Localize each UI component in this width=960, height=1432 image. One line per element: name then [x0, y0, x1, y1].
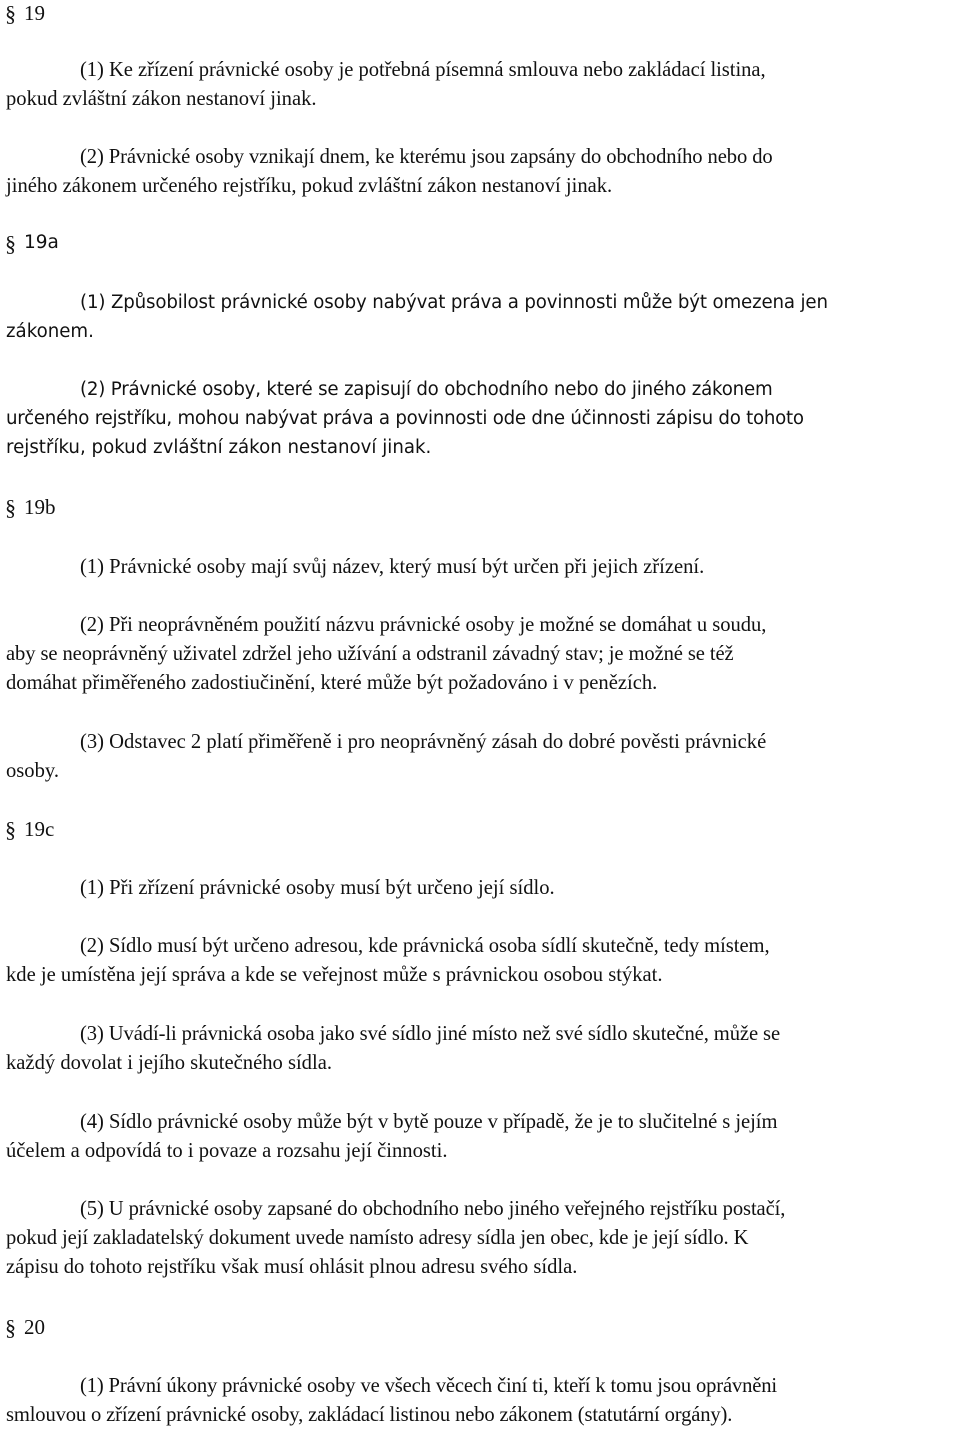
section-number: 19c: [24, 817, 55, 841]
section-sign: §: [5, 231, 16, 256]
text-line: zápisu do tohoto rejstříku však musí ohlásit plnou adresu svého sídla.: [6, 1256, 578, 1278]
text-line: zákonem.: [6, 321, 94, 342]
text-line: (2) Sídlo musí být určeno adresou, kde právnická osoba sídlí skutečně, tedy místem,: [80, 935, 770, 957]
text-line: (2) Právnické osoby, které se zapisují do obchodního nebo do jiného zákonem: [80, 379, 773, 400]
text-line: (5) U právnické osoby zapsané do obchodního nebo jiného veřejného rejstříku postačí,: [80, 1198, 786, 1220]
text-line: (2) Při neoprávněném použití názvu právnické osoby je možné se domáhat u soudu,: [80, 614, 767, 636]
text-line: (2) Právnické osoby vznikají dnem, ke kterému jsou zapsány do obchodního nebo do: [80, 146, 773, 168]
section-number: 20: [24, 1315, 45, 1339]
text-line: (1) Právní úkony právnické osoby ve všech věcech činí ti, kteří k tomu jsou oprávněni: [80, 1375, 777, 1397]
section-number: 19b: [24, 495, 56, 519]
text-line: (3) Odstavec 2 platí přiměřeně i pro neoprávněný zásah do dobré pověsti právnické: [80, 731, 767, 753]
text-line: (1) Při zřízení právnické osoby musí být určeno její sídlo.: [80, 877, 555, 899]
section-sign: §: [5, 1315, 16, 1340]
text-line: (1) Právnické osoby mají svůj název, který musí být určen při jejich zřízení.: [80, 556, 705, 578]
text-line: určeného rejstříku, mohou nabývat práva a povinnosti ode dne účinnosti zápisu do tohoto: [6, 408, 804, 429]
text-line: (1) Ke zřízení právnické osoby je potřebná písemná smlouva nebo zakládací listina,: [80, 59, 766, 81]
section-sign: §: [5, 495, 16, 520]
section-number: 19: [24, 1, 45, 25]
text-line: osoby.: [6, 760, 60, 782]
text-line: smlouvou o zřízení právnické osoby, zakládací listinou nebo zákonem (statutární orgány).: [6, 1404, 733, 1426]
text-line: pokud zvláštní zákon nestanoví jinak.: [6, 88, 317, 110]
text-line: pokud její zakladatelský dokument uvede namísto adresy sídla jen obec, kde je její sídlo. K: [6, 1227, 749, 1249]
text-line: jiného zákonem určeného rejstříku, pokud zvláštní zákon nestanoví jinak.: [6, 175, 613, 197]
text-line: domáhat přiměřeného zadostiučinění, které může být požadováno i v penězích.: [6, 672, 658, 694]
section-number: 19a: [24, 232, 59, 253]
text-line: (4) Sídlo právnické osoby může být v bytě pouze v případě, že je to slučitelné s jejím: [80, 1111, 778, 1133]
text-line: účelem a odpovídá to i povaze a rozsahu její činnosti.: [6, 1140, 448, 1162]
text-line: (1) Způsobilost právnické osoby nabývat práva a povinnosti může být omezena jen: [80, 292, 828, 313]
text-line: každý dovolat i jejího skutečného sídla.: [6, 1052, 332, 1074]
section-sign: §: [5, 1, 16, 26]
text-line: rejstříku, pokud zvláštní zákon nestanoví jinak.: [6, 437, 432, 458]
text-line: kde je umístěna její správa a kde se veřejnost může s právnickou osobou stýkat.: [6, 964, 663, 986]
text-line: (3) Uvádí-li právnická osoba jako své sídlo jiné místo než své sídlo skutečné, může se: [80, 1023, 780, 1045]
text-line: aby se neoprávněný uživatel zdržel jeho užívání a odstranil závadný stav; je možné se též: [6, 643, 734, 665]
section-sign: §: [5, 817, 16, 842]
